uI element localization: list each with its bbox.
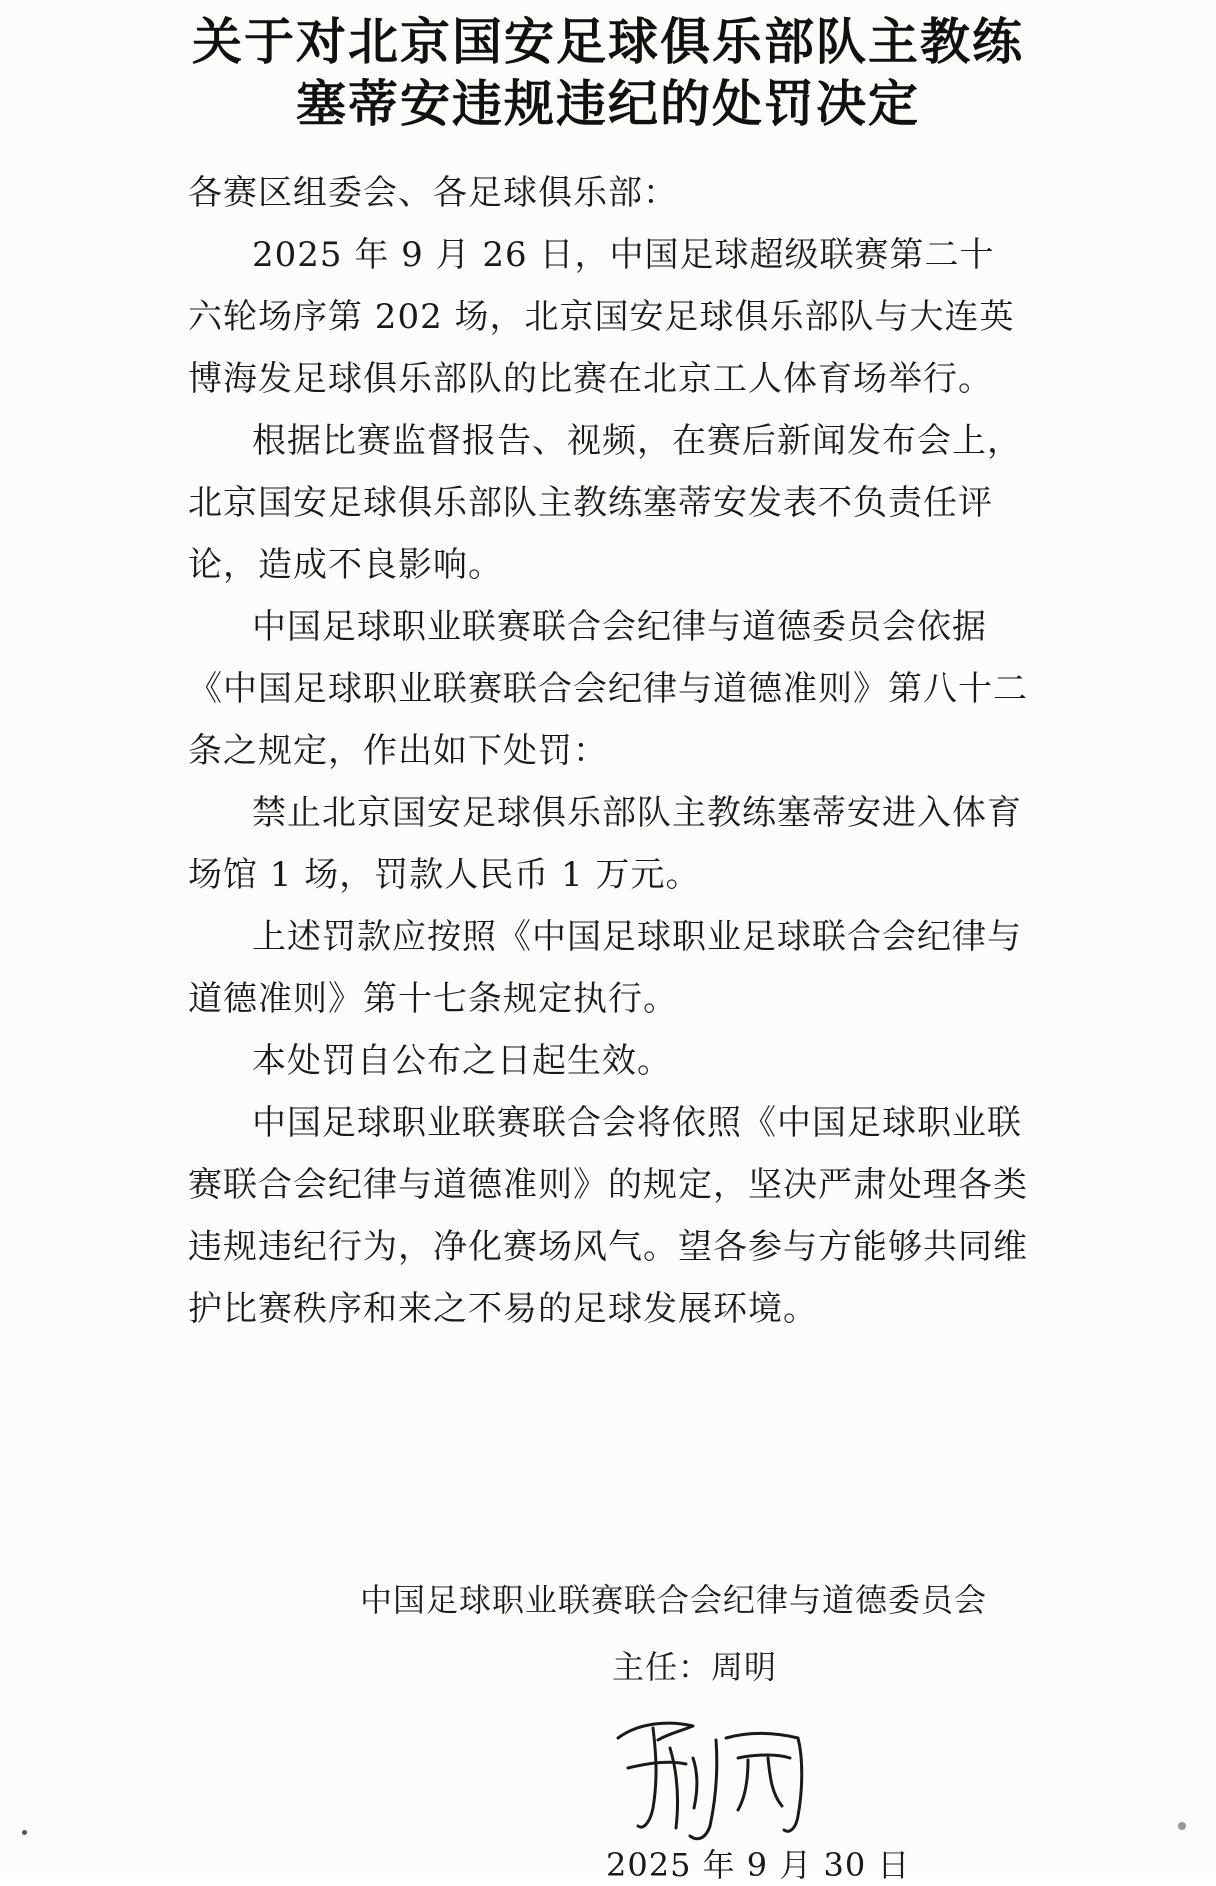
- paragraph-violation: 根据比赛监督报告、视频，在赛后新闻发布会上，北京国安足球俱乐部队主教练塞蒂安发表不负责任评论，造成不良影响。: [188, 421, 1022, 585]
- document-title-line-2: 塞蒂安违规违纪的处罚决定: [296, 74, 920, 133]
- document-body: [188, 162, 1028, 1340]
- handwritten-signature-icon: [598, 1698, 838, 1848]
- document-date: 2025 年 9 月 30 日: [606, 1846, 911, 1884]
- paragraph-effective: 本处罚自公布之日起生效。: [252, 1041, 672, 1081]
- paragraph-match-info: 2025 年 9 月 26 日，中国足球超级联赛第二十六轮场序第 202 场，北京国安足球俱乐部队与大连英博海发足球俱乐部队的比赛在北京工人体育场举行。: [188, 235, 1015, 399]
- paragraph-penalty: 禁止北京国安足球俱乐部队主教练塞蒂安进入体育场馆 1 场，罚款人民币 1 万元。: [188, 793, 1022, 895]
- scan-speck: [1178, 1822, 1186, 1830]
- issuing-committee: 中国足球职业联赛联合会纪律与道德委员会: [360, 1581, 988, 1619]
- director-line: 主任：周明: [612, 1648, 778, 1686]
- document-title-line-1: 关于对北京国安足球俱乐部队主教练: [192, 12, 1024, 71]
- paragraph-closing: 中国足球职业联赛联合会将依照《中国足球职业联赛联合会纪律与道德准则》的规定，坚决严肃处理各类违规违纪行为，净化赛场风气。望各参与方能够共同维护比赛秩序和来之不易的足球发展环境。: [188, 1103, 1028, 1329]
- paragraph-fine-rule: 上述罚款应按照《中国足球职业足球联合会纪律与道德准则》第十七条规定执行。: [188, 917, 1022, 1019]
- salutation: 各赛区组委会、各足球俱乐部：: [188, 173, 678, 213]
- paragraph-basis: 中国足球职业联赛联合会纪律与道德委员会依据《中国足球职业联赛联合会纪律与道德准则》第八十二条之规定，作出如下处罚：: [188, 607, 1028, 771]
- scan-speck: [22, 1830, 27, 1835]
